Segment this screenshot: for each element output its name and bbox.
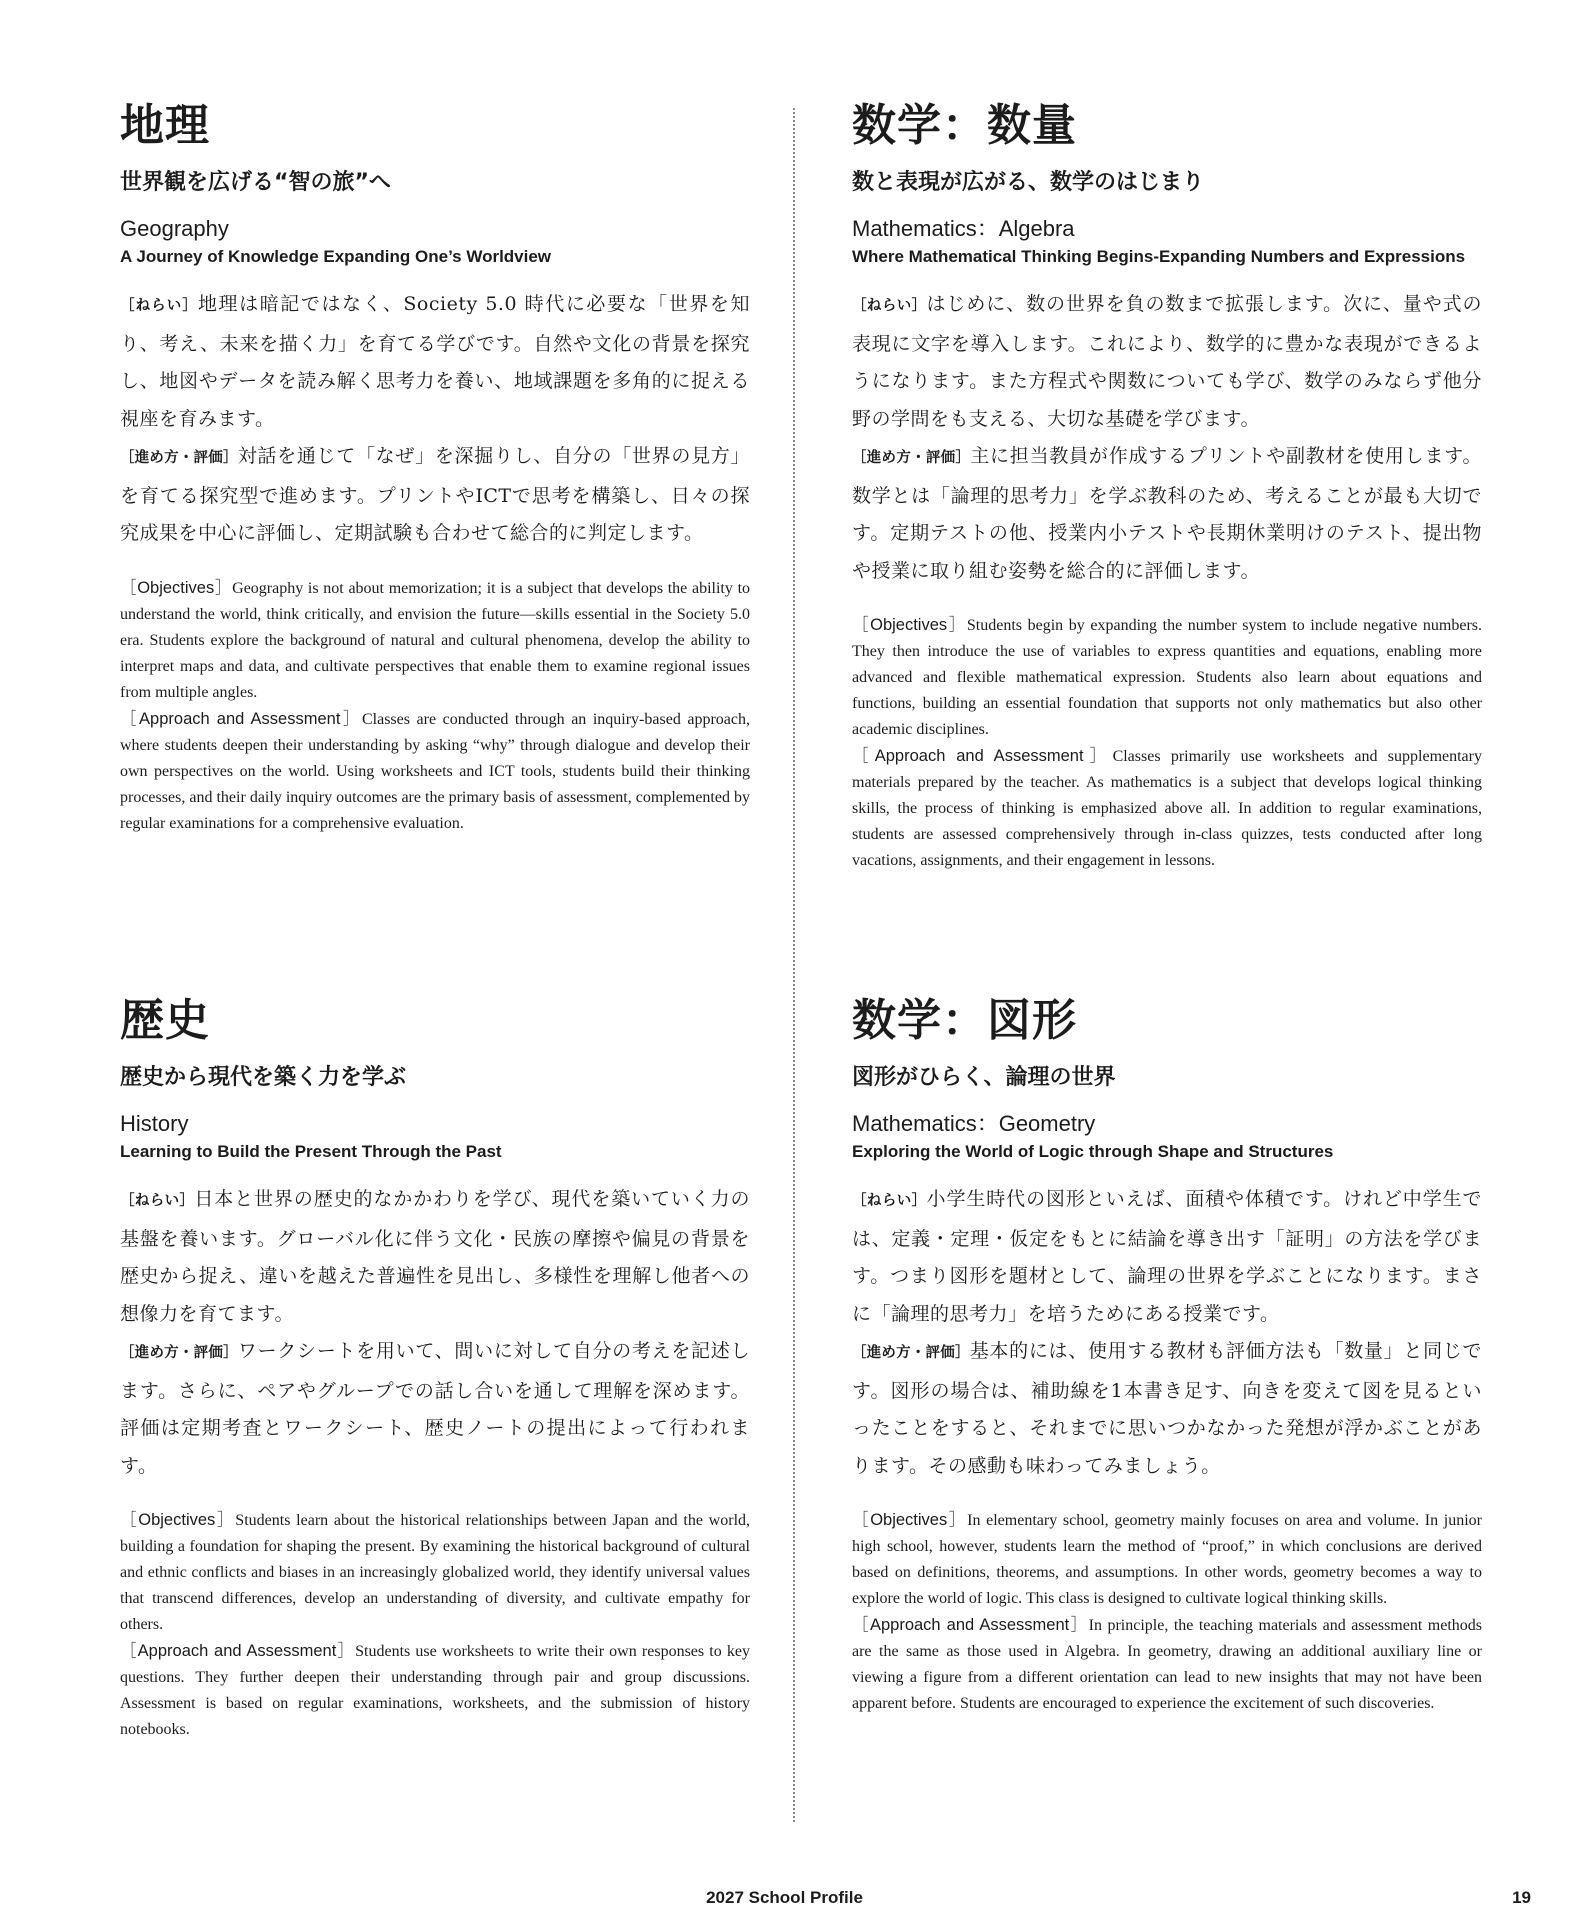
approach-text: Classes are conducted through an inquiry-based approach, where students deepen their understanding by asking “why” through dialogue and develop their own perspectives on the world. Using worksheets and ICT tools, students build their thinking processes, and their daily inquiry outcomes are the primary basis of assessment, complemented by regular examinations for a comprehensive evaluation. (120, 710, 750, 832)
method-text: 主に担当教員が作成するプリントや副教材を使用します。数学とは「論理的思考力」を学ぶ教科のため、考えることが最も大切です。定期テストの他、授業内小テストや長期休業明けのテスト、提出物や授業に取り組む姿勢を総合的に評価します。 (852, 445, 1482, 582)
english-description (852, 612, 1482, 874)
objectives-paragraph (852, 612, 1482, 743)
english-description (120, 1507, 750, 1743)
column-divider (793, 108, 795, 1822)
approach-text: Classes primarily use worksheets and supplementary materials prepared by the teacher. As mathematics is a subject that develops logical thinking skills, the process of thinking is emphasized above all. In addition to regular examinations, students are assessed comprehensively through in-class quizzes, tests conducted after long vacations, assignments, and their engagement in lessons. (852, 748, 1482, 869)
objectives-label: ［Objectives］ (852, 1511, 968, 1529)
method-paragraph (120, 438, 750, 553)
section-subtitle-en: Learning to Build the Present Through the Past (120, 1142, 502, 1161)
aim-text: 日本と世界の歴史的なかかわりを学び、現代を築いていく力の基盤を養います。グローバル化に伴う文化・民族の摩擦や偏見の背景を歴史から捉え、違いを越えた普遍性を見出し、多様性を理解し他者への想像力を育てます。 (120, 1188, 750, 1325)
aim-paragraph (852, 286, 1482, 438)
method-paragraph (120, 1333, 750, 1485)
aim-paragraph (120, 1181, 750, 1333)
section-subtitle-ja: 歴史から現代を築く力を学ぶ (120, 1065, 407, 1090)
section-subtitle-ja: 図形がひらく、論理の世界 (852, 1065, 1116, 1090)
aim-paragraph (852, 1181, 1482, 1333)
page-number: 19 (1512, 1888, 1531, 1907)
aim-text: 小学生時代の図形といえば、面積や体積です。けれど中学生では、定義・定理・仮定をもとに結論を導き出す「証明」の方法を学びます。つまり図形を題材として、論理の世界を学ぶことになります。まさに「論理的思考力」を培うためにある授業です。 (852, 1188, 1483, 1325)
objectives-text: Students learn about the historical relationships between Japan and the world, building a foundation for shaping the present. By examining the historical background of cultural and ethnic conflicts and biases in an increasingly globalized world, they identify universal values that transcend differences, develop an understanding of diversity, and cultivate empathy for others. (120, 1512, 751, 1633)
approach-paragraph (852, 743, 1482, 874)
objectives-label: ［Objectives］ (120, 578, 233, 597)
approach-label: ［Approach and Assessment］ (852, 747, 1113, 765)
section-geometry (852, 995, 1482, 1717)
section-title-en: Geography (120, 216, 229, 241)
aim-paragraph (120, 286, 750, 438)
method-label: ［進め方・評価］ (852, 450, 971, 466)
objectives-label: ［Objectives］ (120, 1511, 236, 1529)
section-title: 数学：図形 (852, 995, 1077, 1046)
section-subtitle-en: Where Mathematical Thinking Begins-Expanding Numbers and Expressions (852, 247, 1466, 266)
approach-label: ［Approach and Assessment］ (120, 709, 362, 728)
aim-label: ［ねらい］ (852, 1193, 927, 1209)
section-title-en: History (120, 1111, 189, 1136)
aim-text: はじめに、数の世界を負の数まで拡張します。次に、量や式の表現に文字を導入します。これにより、数学的に豊かな表現ができるようになります。また方程式や関数についても学び、数学のみならず他分野の学問をも支える、大切な基礎を学びます。 (852, 293, 1483, 430)
aim-text: 地理は暗記ではなく、Society 5.0 時代に必要な「世界を知り、考え、未来を描く力」を育てる学びです。自然や文化の背景を探究し、地図やデータを読み解く思考力を養い、地域課題を多角的に捉える視座を育みます。 (120, 293, 751, 430)
english-description (120, 575, 750, 837)
objectives-paragraph (120, 575, 750, 706)
method-paragraph (852, 438, 1482, 590)
aim-label: ［ねらい］ (120, 298, 198, 314)
section-history (120, 995, 750, 1743)
japanese-description (852, 286, 1482, 590)
section-title: 歴史 (120, 995, 210, 1046)
japanese-description (120, 1181, 750, 1485)
approach-paragraph (120, 1638, 750, 1743)
method-text: 対話を通じて「なぜ」を深掘りし、自分の「世界の見方」を育てる探究型で進めます。プリントやICTで思考を構築し、日々の探究成果を中心に評価し、定期試験も合わせて総合的に判定します。 (120, 445, 750, 544)
method-text: ワークシートを用いて、問いに対して自分の考えを記述します。さらに、ペアやグループでの話し合いを通して理解を深めます。評価は定期考査とワークシート、歴史ノートの提出によって行われます。 (120, 1340, 751, 1477)
objectives-label: ［Objectives］ (852, 616, 967, 634)
japanese-description (120, 286, 750, 553)
method-paragraph (852, 1333, 1482, 1485)
objectives-text: Students begin by expanding the number system to include negative numbers. They then introduce the use of variables to express quantities and equations, enabling more advanced and flexible mathematical expression. Students also learn about equations and functions, building an essential foundation that supports not only mathematics but also other academic disciplines. (852, 617, 1483, 738)
approach-text: In principle, the teaching materials and assessment methods are the same as those used in Algebra. In geometry, drawing an additional auxiliary line or viewing a figure from a different orientation can lead to new insights that may not have been apparent before. Students are encouraged to experience the excitement of such discoveries. (852, 1617, 1482, 1712)
section-geography (120, 100, 750, 837)
section-title: 地理 (120, 100, 210, 151)
aim-label: ［ねらい］ (852, 298, 927, 314)
approach-label: ［Approach and Assessment］ (120, 1642, 356, 1660)
method-label: ［進め方・評価］ (852, 1345, 970, 1361)
objectives-text: In elementary school, geometry mainly focuses on area and volume. In junior high school, however, students learn the method of “proof,” in which conclusions are derived based on definitions, theorems, and assumptions. In other words, geometry becomes a way to explore the world of logic. This class is designed to cultivate logical thinking skills. (852, 1512, 1482, 1607)
english-description (852, 1507, 1482, 1717)
objectives-paragraph (120, 1507, 750, 1638)
footer-title: 2027 School Profile (706, 1888, 863, 1907)
section-subtitle-ja: 世界観を広げる“智の旅”へ (120, 170, 391, 195)
method-label: ［進め方・評価］ (120, 450, 238, 466)
approach-text: Students use worksheets to write their own responses to key questions. They further deepen their understanding through pair and group discussions. Assessment is based on regular examinations, worksheets, and the submission of history notebooks. (120, 1643, 750, 1738)
section-subtitle-ja: 数と表現が広がる、数学のはじまり (852, 170, 1205, 195)
method-text: 基本的には、使用する教材も評価方法も「数量」と同じです。図形の場合は、補助線を1本書き足す、向きを変えて図を見るといったことをすると、それまでに思いつかなかった発想が浮かぶことがあります。その感動も味わってみましょう。 (852, 1340, 1482, 1477)
approach-paragraph (852, 1612, 1482, 1717)
section-subtitle-en: A Journey of Knowledge Expanding One’s Worldview (120, 247, 552, 266)
section-algebra (852, 100, 1482, 874)
objectives-paragraph (852, 1507, 1482, 1612)
section-title-en: Mathematics：Algebra (852, 216, 1075, 241)
objectives-text: Geography is not about memorization; it is a subject that develops the ability to understand the world, think critically, and envision the future—skills essential in the Society 5.0 era. Students explore the background of natural and cultural phenomena, develop the ability to interpret maps and data, and cultivate perspectives that enable them to examine regional issues from multiple angles. (120, 579, 751, 701)
aim-label: ［ねらい］ (120, 1193, 195, 1209)
approach-label: ［Approach and Assessment］ (852, 1616, 1089, 1634)
section-title: 数学：数量 (852, 100, 1077, 151)
japanese-description (852, 1181, 1482, 1485)
approach-paragraph (120, 706, 750, 837)
method-label: ［進め方・評価］ (120, 1345, 238, 1361)
section-title-en: Mathematics：Geometry (852, 1111, 1096, 1136)
section-subtitle-en: Exploring the World of Logic through Shape and Structures (852, 1142, 1334, 1161)
